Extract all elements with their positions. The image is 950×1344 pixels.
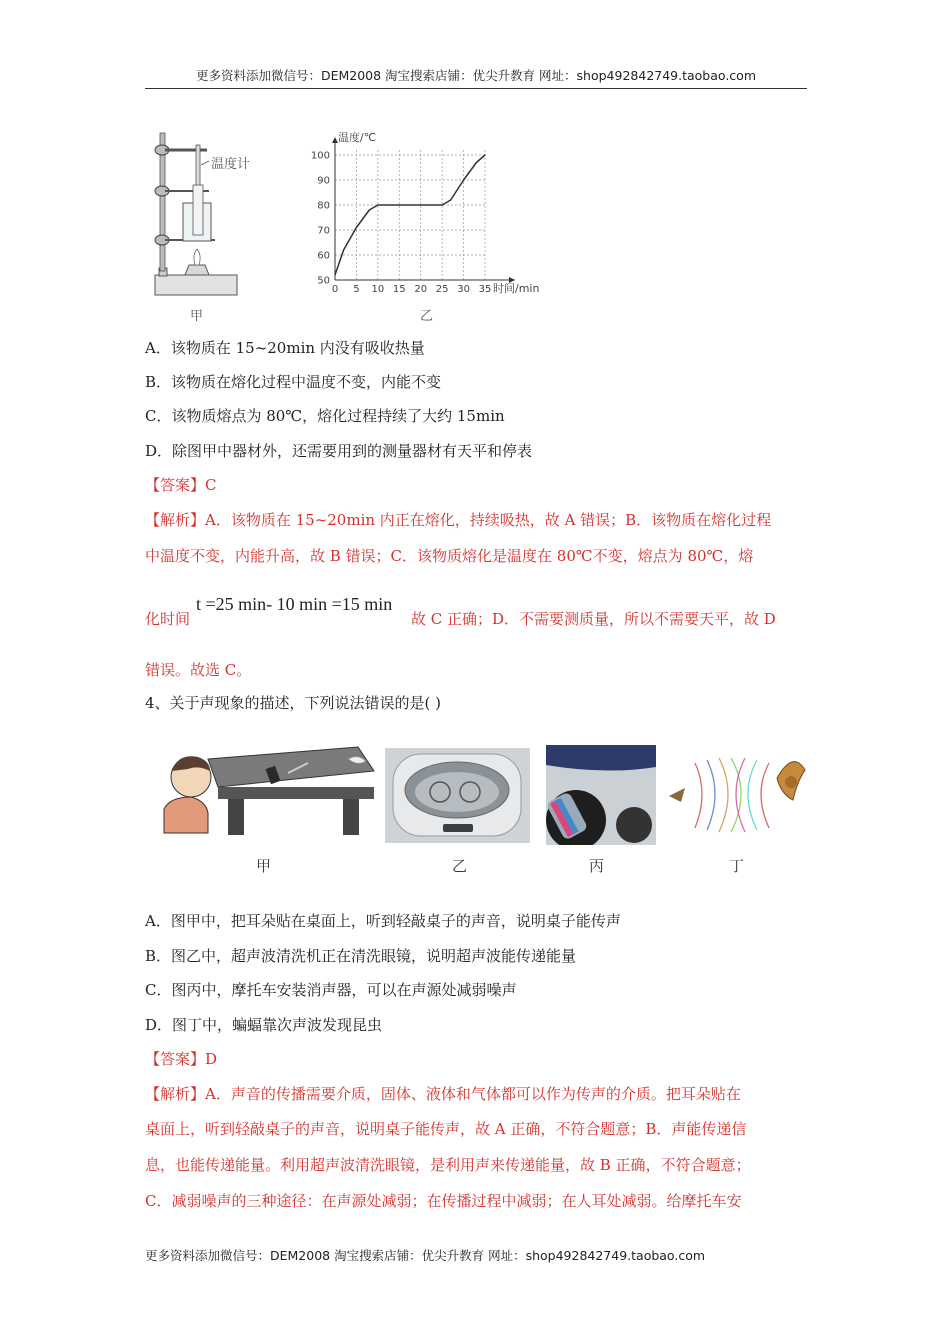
figure-caption-jia: 甲 [190,309,204,324]
x-tick-label: 10 [371,284,385,295]
temperature-time-chart [310,130,555,300]
q4-caption-jia: 甲 [256,857,272,875]
x-axis-label: 时间/min [493,282,540,295]
q4-option-b: B．图乙中，超声波清洗机正在清洗眼镜，说明超声波能传递能量 [145,947,577,965]
q4-answer: 【答案】D [145,1050,218,1068]
q3-option-a: A．该物质在 15~20min 内没有吸收热量 [145,339,425,357]
temperature-data-point [442,204,443,205]
y-tick-label: 70 [317,225,330,237]
y-tick-label: 80 [317,200,330,212]
q4-option-c: C．图丙中，摩托车安装消声器，可以在声源处减弱噪声 [145,981,517,999]
ear-on-table-picture [158,745,376,835]
q3-answer: 【答案】C [145,476,217,494]
q3-analysis-line-3-post: 故 C 正确；D．不需要测质量，所以不需要天平，故 D [411,610,776,628]
q4-analysis-line-3: 息，也能传递能量。利用超声波清洗眼镜，是利用声来传递能量，故 B 正确，不符合题意； [145,1156,751,1174]
figure-caption-yi: 乙 [420,309,434,324]
x-tick-label: 20 [414,284,428,295]
q3-analysis-line-1: 【解析】A．该物质在 15~20min 内正在熔化，持续吸热，故 A 错误；B．该物质在熔化过程 [145,511,772,529]
x-tick-label: 30 [457,284,470,295]
q4-analysis-line-4: C．减弱噪声的三种途径：在声源处减弱；在传播过程中减弱；在人耳处减弱。给摩托车安 [145,1192,742,1210]
melting-time-formula: t =25 min- 10 min =15 min [196,594,393,614]
q4-stem: 4、关于声现象的描述，下列说法错误的是( ) [145,694,442,712]
q4-option-d: D．图丁中，蝙蝠靠次声波发现昆虫 [145,1016,383,1034]
y-tick-label: 90 [317,175,330,187]
q3-analysis-line-4: 错误。故选 C。 [145,661,252,679]
q4-option-a: A．图甲中，把耳朵贴在桌面上，听到轻敲桌子的声音，说明桌子能传声 [145,912,621,930]
page-footer: 更多资料添加微信号：DEM2008 淘宝搜索店铺：优尖升教育 网址：shop492842749.taobao.com [145,1248,706,1263]
x-tick-label: 25 [435,284,449,295]
x-tick-label: 0 [331,284,339,295]
motorcycle-muffler-picture [546,745,656,845]
y-axis-label: 温度/℃ [338,131,377,144]
temperature-data-point [356,227,357,228]
q4-caption-yi: 乙 [452,857,468,875]
temperature-data-point [377,204,378,205]
temperature-data-point [343,249,344,250]
ultrasonic-cleaner-picture [385,748,530,843]
temperature-data-point [450,199,451,200]
q4-analysis-line-2: 桌面上，听到轻敲桌子的声音，说明桌子能传声，故 A 正确，不符合题意；B．声能传递信 [145,1120,747,1138]
q3-option-b: B．该物质在熔化过程中温度不变，内能不变 [145,373,442,391]
q4-analysis-line-1: 【解析】A．声音的传播需要介质，固体、液体和气体都可以作为传声的介质。把耳朵贴在 [145,1085,741,1103]
bat-echolocation-picture [665,748,810,838]
x-tick-label: 35 [478,284,492,295]
temperature-data-point [420,204,421,205]
thermometer-label: 温度计 [211,157,251,172]
q3-analysis-line-2: 中温度不变，内能升高，故 B 错误；C．该物质熔化是温度在 80℃不变，熔点为 80℃，熔 [145,547,754,565]
page-header: 更多资料添加微信号：DEM2008 淘宝搜索店铺：优尖升教育 网址：shop492842749.taobao.com [145,66,807,89]
q4-caption-bing: 丙 [589,857,605,875]
x-tick-label: 5 [353,284,360,295]
temperature-data-point [334,274,335,275]
temperature-data-point [484,154,485,155]
x-tick-label: 15 [392,284,406,295]
temperature-data-point [463,179,464,180]
y-tick-label: 100 [310,150,330,162]
q3-option-d: D．除图甲中器材外，还需要用到的测量器材有天平和停表 [145,442,533,460]
temperature-data-point [476,162,477,163]
apparatus-figure [145,125,250,305]
q4-caption-ding: 丁 [729,857,745,875]
temperature-series-line [335,155,485,275]
q3-option-c: C．该物质熔点为 80℃，熔化过程持续了大约 15min [145,407,505,425]
q3-analysis-line-3-pre: 化时间 [145,610,191,628]
y-tick-label: 50 [317,275,330,287]
temperature-data-point [369,209,370,210]
temperature-data-point [399,204,400,205]
y-tick-label: 60 [317,250,330,262]
